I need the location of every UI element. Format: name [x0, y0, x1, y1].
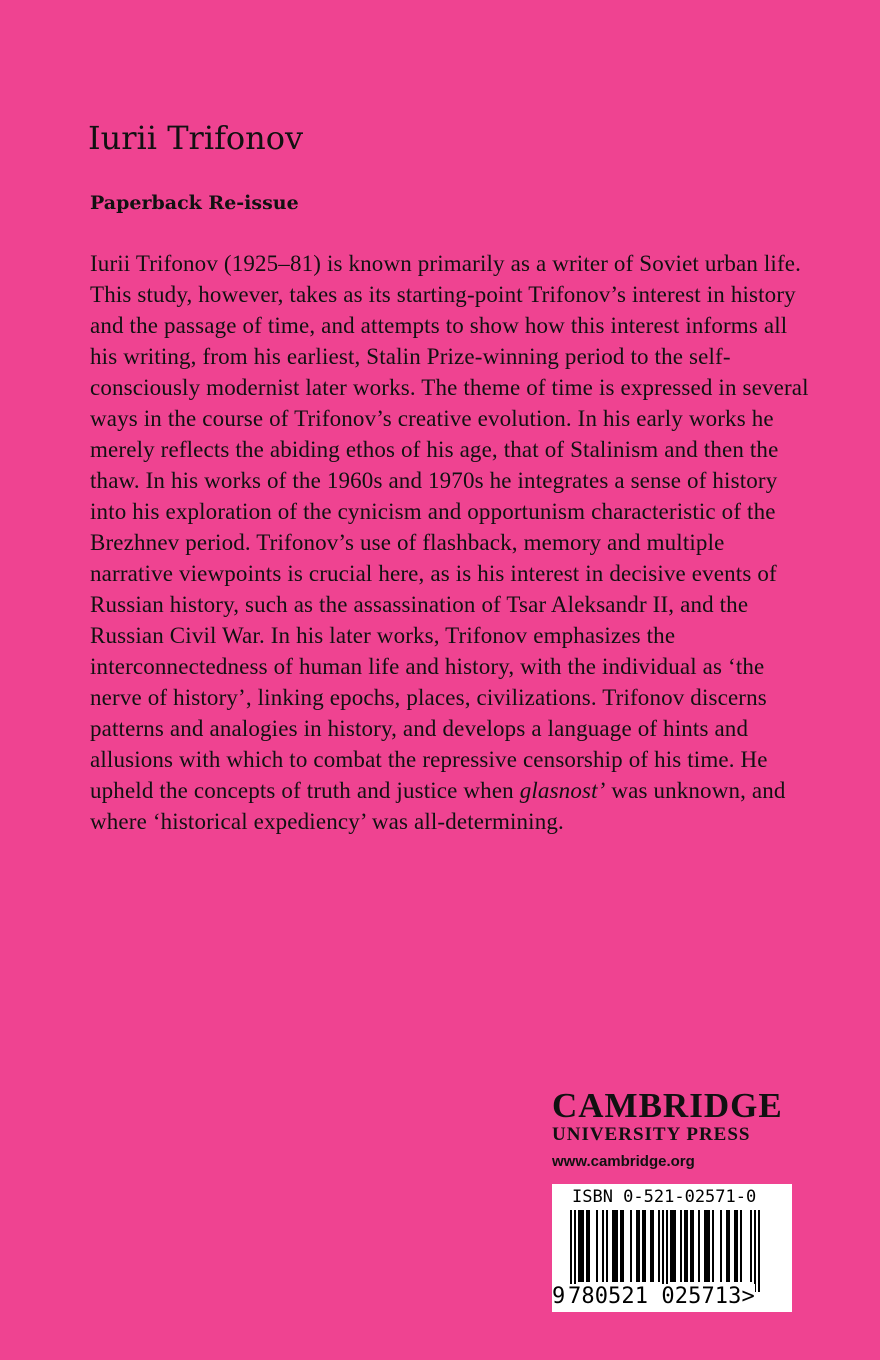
barcode-bar — [658, 1210, 660, 1282]
barcode-bar — [570, 1210, 572, 1292]
barcode-bar — [728, 1210, 730, 1282]
barcode-bar — [574, 1210, 576, 1292]
barcode-bar — [680, 1210, 682, 1282]
barcode-bar — [712, 1210, 714, 1282]
barcode-bar — [720, 1210, 722, 1282]
isbn-label: ISBN 0-521-02571-0 — [572, 1187, 757, 1207]
barcode-bar — [622, 1210, 624, 1282]
barcode-bar — [734, 1210, 736, 1282]
barcode-bar — [670, 1210, 672, 1282]
barcode-bar — [638, 1210, 640, 1282]
barcode-bar — [672, 1210, 674, 1282]
barcode-bar — [758, 1210, 760, 1292]
publisher-logo-block — [552, 1088, 794, 1172]
barcode-bar — [578, 1210, 580, 1282]
barcode-bar — [662, 1210, 664, 1292]
barcode-bar — [602, 1210, 604, 1282]
publisher-subname: UNIVERSITY PRESS — [552, 1124, 751, 1145]
book-author-title: Iurii Trifonov — [88, 119, 304, 157]
publisher-name: CAMBRIDGE — [552, 1086, 783, 1125]
barcode-bar — [630, 1210, 632, 1282]
barcode-bar — [582, 1210, 584, 1282]
barcode-bar — [596, 1210, 598, 1282]
book-blurb — [90, 248, 810, 837]
barcode-bar — [614, 1210, 616, 1282]
ean-first-digit: 9 — [552, 1284, 566, 1309]
barcode-bar — [706, 1210, 708, 1282]
barcode-bar — [750, 1210, 752, 1282]
barcode-bar — [708, 1210, 710, 1282]
barcode-bar — [698, 1210, 700, 1282]
barcode-bar — [616, 1210, 618, 1282]
barcode-bar — [690, 1210, 692, 1282]
barcode-bar — [692, 1210, 694, 1282]
barcode-bar — [652, 1210, 654, 1282]
isbn-barcode — [552, 1184, 792, 1312]
barcode-bar — [580, 1210, 582, 1282]
barcode-bar — [620, 1210, 622, 1282]
blurb-text-part-2: was unknown, and where ‘historical expediency’ was all-determining. — [90, 778, 786, 834]
barcode-bar — [642, 1210, 644, 1282]
edition-label: Paperback Re-issue — [90, 192, 299, 214]
barcode-bar — [606, 1210, 608, 1282]
barcode-bar — [666, 1210, 668, 1292]
barcode-bar — [588, 1210, 590, 1282]
ean-remaining-digits: 780521 025713> — [568, 1284, 755, 1309]
blurb-text-part-1: Iurii Trifonov (1925–81) is known primarily as a writer of Soviet urban life. This study, however, takes as its starting-point Trifonov’s interest in history and the passage of time, and attempts to show how this interest informs all his writing, from his earliest, Stalin Prize-winning period to the self-consciously modernist later works. The theme of time is expressed in several ways in the course of Trifonov’s creative evolution. In his early works he merely reflects the abiding ethos of his age, that of Stalinism and then the thaw. In his works of the 1960s and 1970s he integrates a sense of history into his exploration of the cynicism and opportunism characteristic of the Brezhnev period. Trifonov’s use of flashback, memory and multiple narrative viewpoints is crucial here, as is his interest in decisive events of Russian history, such as the assassination of Tsar Aleksandr II, and the Russian Civil War. In his later works, Trifonov emphasizes the interconnectedness of human life and history, with the individual as ‘the nerve of history’, linking epochs, places, civilizations. Trifonov discerns patterns and analogies in history, and develops a language of hints and allusions with which to combat the repressive censorship of his time. He upheld the concepts of truth and justice when — [90, 251, 809, 803]
blurb-italic-term: glasnost’ — [519, 778, 606, 803]
barcode-bar — [684, 1210, 686, 1282]
barcode-bar — [612, 1210, 614, 1282]
barcode-bar — [686, 1210, 688, 1282]
barcode-bar — [644, 1210, 646, 1282]
barcode-bar — [740, 1210, 742, 1282]
barcode-bar — [704, 1210, 706, 1282]
barcode-bar — [650, 1210, 652, 1282]
barcode-bar — [726, 1210, 728, 1282]
barcode-bar — [636, 1210, 638, 1282]
barcode-bar — [736, 1210, 738, 1282]
barcode-bar — [754, 1210, 756, 1292]
barcode-bars — [552, 1210, 792, 1294]
barcode-bar — [674, 1210, 676, 1282]
publisher-url: www.cambridge.org — [552, 1153, 695, 1170]
barcode-bar — [586, 1210, 588, 1282]
